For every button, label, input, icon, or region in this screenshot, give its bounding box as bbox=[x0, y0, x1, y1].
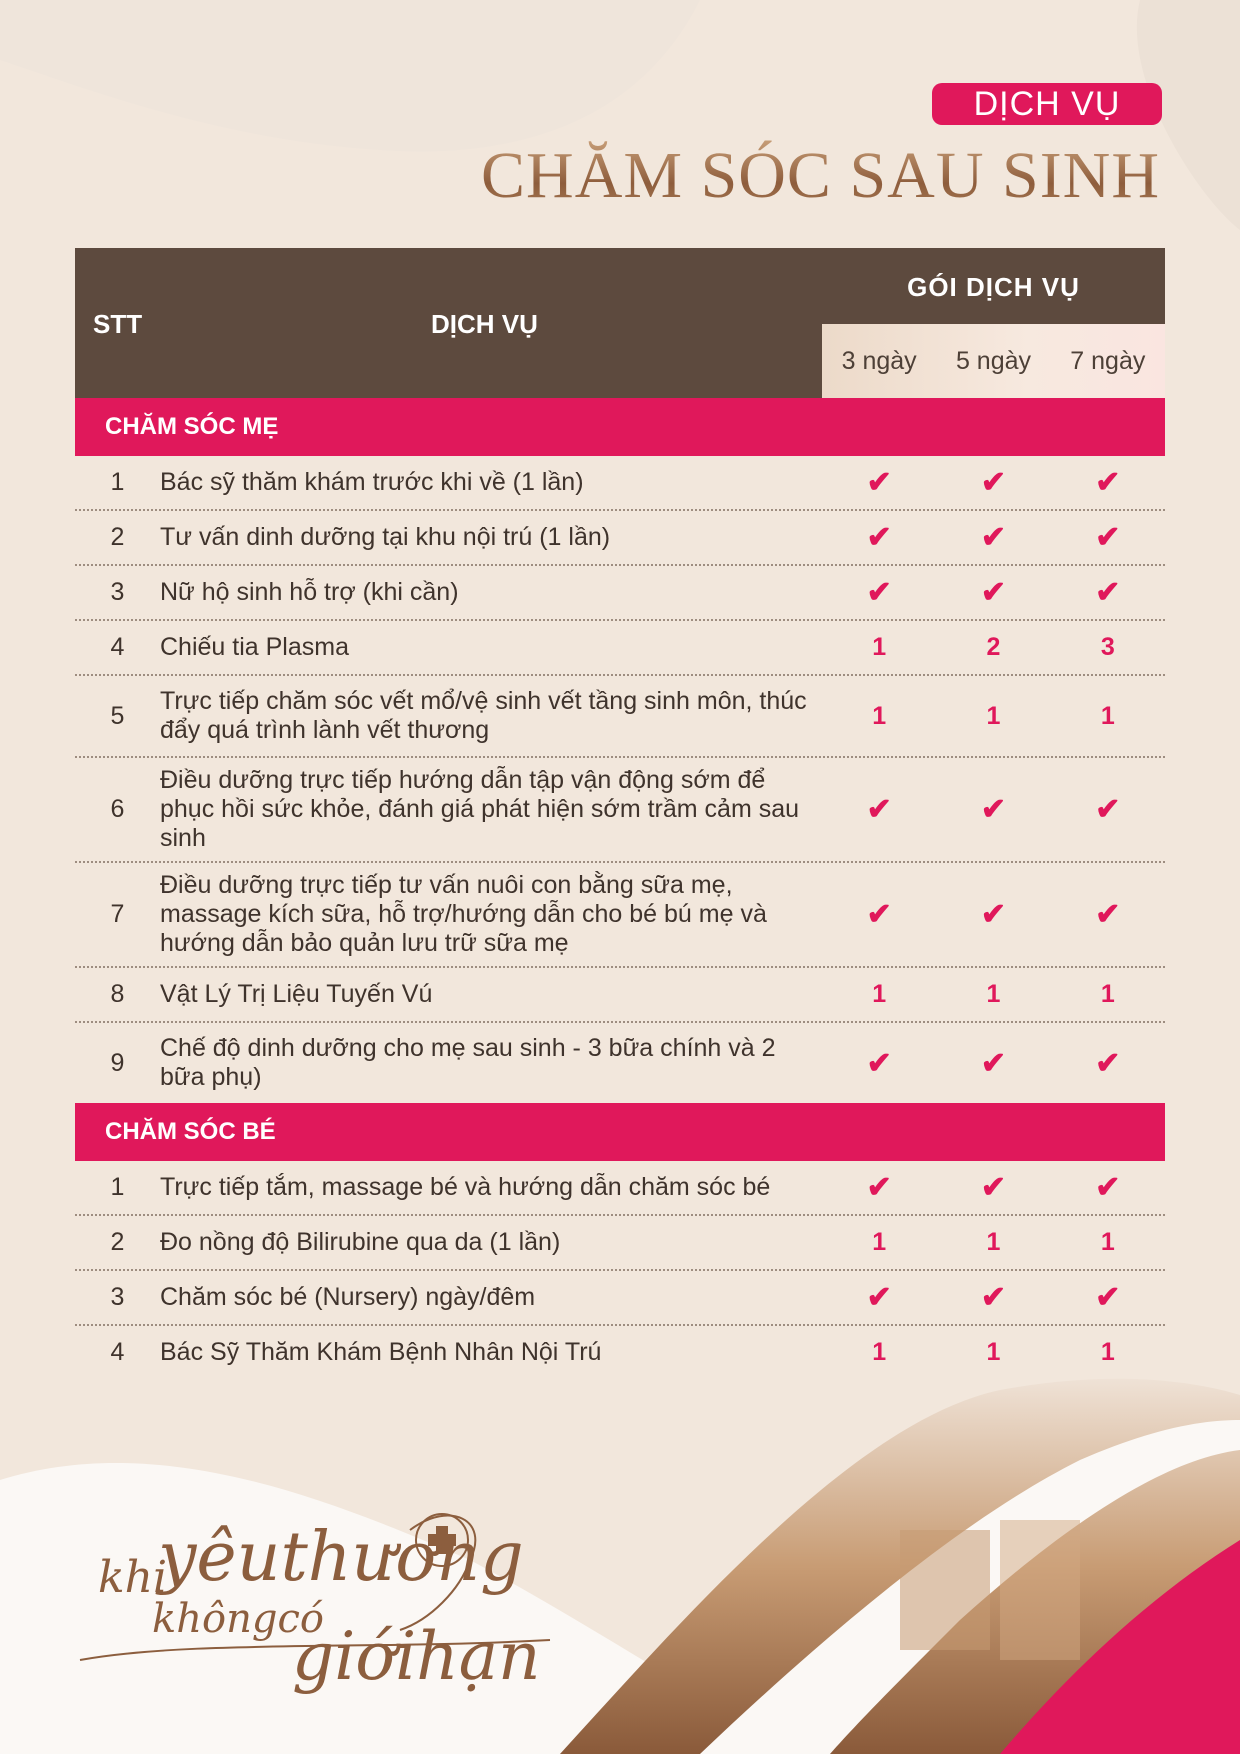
checkmark-icon: ✔ bbox=[866, 1281, 892, 1314]
service-name: Điều dưỡng trực tiếp tư vấn nuôi con bằng sữa mẹ, massage kích sữa, hỗ trợ/hướng dẫn cho bé bú mẹ và hướng dẫn bảo quản lưu trữ sữa mẹ bbox=[160, 871, 767, 957]
package-values bbox=[822, 792, 1165, 827]
table-row bbox=[75, 1216, 1165, 1271]
session-count: 1 bbox=[872, 701, 887, 730]
package-values bbox=[822, 1338, 1165, 1367]
package-values bbox=[822, 702, 1165, 731]
checkmark-icon: ✔ bbox=[866, 466, 892, 499]
table-row bbox=[75, 758, 1165, 863]
table-row bbox=[75, 1271, 1165, 1326]
checkmark-icon: ✔ bbox=[980, 521, 1007, 554]
service-name: Đo nồng độ Bilirubine qua da (1 lần) bbox=[160, 1228, 561, 1256]
checkmark-icon: ✔ bbox=[866, 898, 892, 931]
service-name: Điều dưỡng trực tiếp hướng dẫn tập vận động sớm để phục hồi sức khỏe, đánh giá phát hiện sớm trầm cảm sau sinh bbox=[160, 766, 800, 852]
row-number: 4 bbox=[110, 1338, 125, 1366]
package-values bbox=[822, 1170, 1165, 1205]
checkmark-icon: ✔ bbox=[866, 793, 892, 826]
checkmark-icon: ✔ bbox=[980, 1281, 1007, 1314]
checkmark-icon: ✔ bbox=[980, 466, 1007, 499]
package-3-days: 3 ngày bbox=[841, 347, 917, 375]
section-header: CHĂM SÓC MẸ bbox=[75, 398, 1165, 456]
session-count: 1 bbox=[1100, 701, 1115, 730]
row-number: 2 bbox=[110, 1228, 125, 1256]
package-values bbox=[822, 1280, 1165, 1315]
session-count: 2 bbox=[986, 633, 1001, 661]
session-count: 1 bbox=[1100, 980, 1115, 1008]
checkmark-icon: ✔ bbox=[980, 793, 1007, 826]
package-5-days: 5 ngày bbox=[955, 347, 1032, 375]
table-row bbox=[75, 1326, 1165, 1379]
checkmark-icon: ✔ bbox=[1095, 793, 1121, 826]
package-columns bbox=[822, 324, 1165, 398]
header-stt: STT bbox=[93, 309, 143, 339]
session-count: 1 bbox=[872, 980, 887, 1008]
session-count: 1 bbox=[1100, 1338, 1115, 1366]
checkmark-icon: ✔ bbox=[1095, 1046, 1121, 1080]
checkmark-icon: ✔ bbox=[1095, 521, 1121, 554]
service-name: Chiếu tia Plasma bbox=[160, 633, 349, 661]
slogan-line-4: giớihạn bbox=[292, 1618, 541, 1695]
service-name: Nữ hộ sinh hỗ trợ (khi cần) bbox=[160, 578, 459, 606]
service-name: Bác sỹ thăm khám trước khi về (1 lần) bbox=[160, 468, 584, 496]
service-name: Vật Lý Trị Liệu Tuyến Vú bbox=[160, 980, 433, 1008]
row-number: 3 bbox=[110, 578, 125, 606]
table-row bbox=[75, 511, 1165, 566]
table-body bbox=[75, 398, 1165, 1379]
checkmark-icon: ✔ bbox=[980, 1171, 1007, 1204]
row-number: 2 bbox=[110, 523, 125, 551]
table-row bbox=[75, 676, 1165, 758]
table-row bbox=[75, 968, 1165, 1023]
page-title: CHĂM SÓC SAU SINH bbox=[481, 139, 1160, 212]
row-number: 1 bbox=[110, 1173, 125, 1201]
session-count: 1 bbox=[986, 701, 1001, 730]
service-name: Chế độ dinh dưỡng cho mẹ sau sinh - 3 bữa chính và 2 bữa phụ) bbox=[160, 1034, 776, 1091]
row-number: 9 bbox=[110, 1048, 125, 1077]
checkmark-icon: ✔ bbox=[980, 576, 1007, 609]
package-values bbox=[822, 520, 1165, 555]
package-values bbox=[822, 1046, 1165, 1081]
service-name: Bác Sỹ Thăm Khám Bệnh Nhân Nội Trú bbox=[160, 1338, 602, 1366]
checkmark-icon: ✔ bbox=[1095, 466, 1121, 499]
checkmark-icon: ✔ bbox=[1095, 576, 1121, 609]
package-values bbox=[822, 897, 1165, 932]
session-count: 1 bbox=[872, 1228, 887, 1256]
header-service: DỊCH VỤ bbox=[431, 309, 538, 339]
checkmark-icon: ✔ bbox=[866, 576, 892, 609]
session-count: 1 bbox=[986, 1228, 1001, 1256]
slogan-line-1: khi bbox=[98, 1552, 168, 1603]
checkmark-icon: ✔ bbox=[866, 521, 892, 554]
session-count: 3 bbox=[1100, 633, 1115, 661]
package-values bbox=[822, 1228, 1165, 1257]
checkmark-icon: ✔ bbox=[1095, 1171, 1121, 1204]
service-name: Chăm sóc bé (Nursery) ngày/đêm bbox=[160, 1283, 536, 1311]
package-values bbox=[822, 465, 1165, 500]
service-badge: DỊCH VỤ bbox=[932, 83, 1162, 125]
section-header: CHĂM SÓC BÉ bbox=[75, 1103, 1165, 1161]
service-table bbox=[75, 248, 1165, 1379]
checkmark-icon: ✔ bbox=[866, 1171, 892, 1204]
slogan-line-3: khôngcó bbox=[152, 1596, 324, 1642]
slogan-logo bbox=[70, 1500, 630, 1730]
row-number: 8 bbox=[110, 980, 125, 1008]
session-count: 1 bbox=[872, 633, 887, 661]
session-count: 1 bbox=[872, 1338, 887, 1366]
table-header bbox=[75, 248, 1165, 398]
row-number: 7 bbox=[110, 900, 125, 928]
checkmark-icon: ✔ bbox=[1095, 1281, 1121, 1314]
session-count: 1 bbox=[986, 1338, 1001, 1366]
header-package: GÓI DỊCH VỤ bbox=[907, 272, 1080, 302]
table-row bbox=[75, 1023, 1165, 1103]
row-number: 3 bbox=[110, 1283, 125, 1311]
checkmark-icon: ✔ bbox=[1095, 898, 1121, 931]
service-name: Tư vấn dinh dưỡng tại khu nội trú (1 lần) bbox=[160, 523, 611, 551]
package-values bbox=[822, 633, 1165, 662]
row-number: 5 bbox=[110, 701, 125, 730]
package-values bbox=[822, 980, 1165, 1009]
checkmark-icon: ✔ bbox=[866, 1046, 892, 1080]
table-row bbox=[75, 863, 1165, 968]
checkmark-icon: ✔ bbox=[980, 898, 1007, 931]
slogan-line-2: yêuthương bbox=[158, 1518, 524, 1597]
service-name: Trực tiếp tắm, massage bé và hướng dẫn chăm sóc bé bbox=[160, 1173, 771, 1201]
row-number: 6 bbox=[110, 795, 125, 823]
service-name: Trực tiếp chăm sóc vết mổ/vệ sinh vết tầng sinh môn, thúc đẩy quá trình lành vết thương bbox=[160, 687, 807, 744]
package-values bbox=[822, 575, 1165, 610]
table-row bbox=[75, 566, 1165, 621]
package-7-days: 7 ngày bbox=[1070, 347, 1146, 375]
table-row bbox=[75, 456, 1165, 511]
session-count: 1 bbox=[986, 980, 1001, 1008]
table-row bbox=[75, 1161, 1165, 1216]
table-row bbox=[75, 621, 1165, 676]
session-count: 1 bbox=[1100, 1228, 1115, 1256]
row-number: 4 bbox=[110, 633, 125, 661]
checkmark-icon: ✔ bbox=[980, 1046, 1007, 1080]
row-number: 1 bbox=[110, 468, 125, 496]
